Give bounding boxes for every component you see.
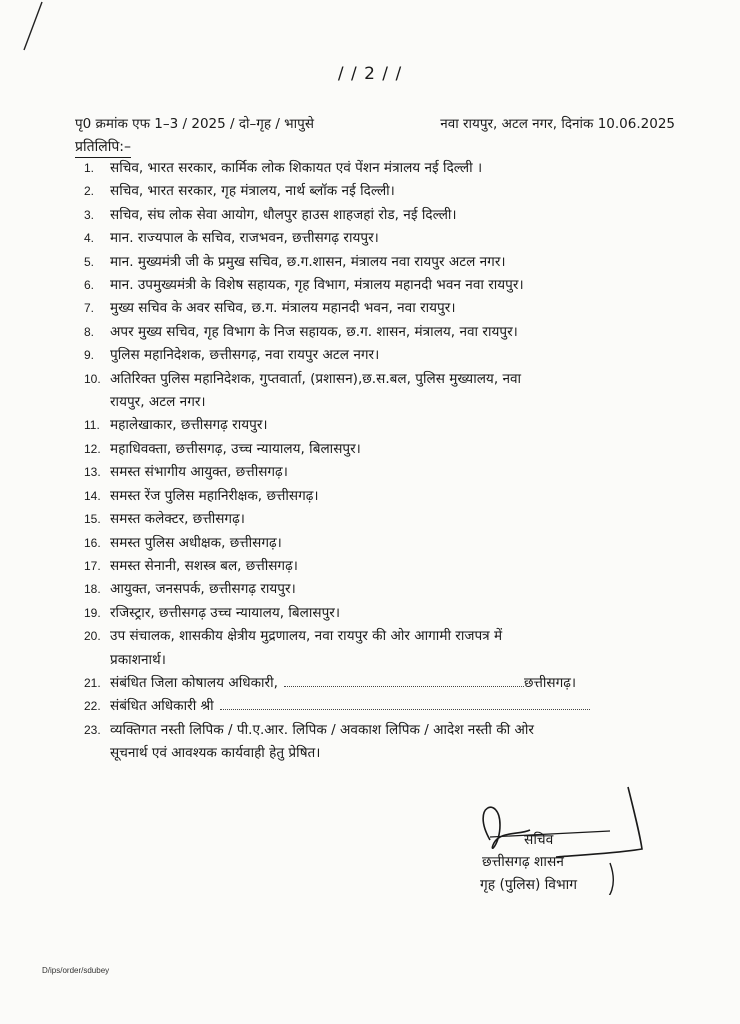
list-item	[84, 344, 674, 367]
list-item-number: 3.	[84, 207, 95, 222]
list-item-number: 22.	[84, 699, 101, 714]
list-item	[84, 461, 674, 484]
signatory-government: छत्तीसगढ़ शासन	[482, 854, 564, 870]
corner-pen-mark	[10, 0, 50, 60]
list-item	[84, 251, 674, 274]
list-item-number: 8.	[84, 324, 95, 339]
list-item-text: अपर मुख्य सचिव, गृह विभाग के निज सहायक, छ.ग. शासन, मंत्रालय, नवा रायपुर।	[110, 323, 518, 340]
list-item-text: मान. राज्यपाल के सचिव, राजभवन, छत्तीसगढ़ रायपुर।	[110, 230, 379, 247]
fill-in-blank	[284, 676, 524, 687]
list-item-number: 18.	[84, 582, 101, 597]
list-item-text: अतिरिक्त पुलिस महानिदेशक, गुप्तवार्ता, (प्रशासन),छ.स.बल, पुलिस मुख्यालय, नवा	[110, 370, 522, 387]
list-item-number: 19.	[84, 605, 101, 620]
list-item-number: 21.	[84, 675, 101, 690]
list-item-text: रजिस्ट्रार, छत्तीसगढ़ उच्च न्यायालय, बिलासपुर।	[110, 604, 341, 621]
page-number: / / 2 / /	[337, 64, 403, 84]
list-item-text: मान. मुख्यमंत्री जी के प्रमुख सचिव, छ.ग.शासन, मंत्रालय नवा रायपुर अटल नगर।	[110, 253, 506, 270]
list-item-number: 5.	[84, 254, 95, 269]
list-item	[84, 555, 674, 578]
list-item-number: 6.	[84, 278, 95, 293]
reference-number: पृ0 क्रमांक एफ 1–3 / 2025 / दो–गृह / भापुसे	[75, 116, 314, 132]
list-item-number: 13.	[84, 465, 101, 480]
file-path-footer: D/ips/order/sdubey	[42, 966, 110, 975]
list-item-text: उप संचालक, शासकीय क्षेत्रीय मुद्रणालय, नवा रायपुर की ओर आगामी राजपत्र में	[110, 628, 503, 645]
list-item-text: संबंधित अधिकारी श्री	[110, 698, 214, 715]
list-item	[84, 274, 674, 297]
list-item-text: मान. उपमुख्यमंत्री के विशेष सहायक, गृह विभाग, मंत्रालय महानदी भवन नवा रायपुर।	[110, 277, 524, 294]
list-item-text: सचिव, संघ लोक सेवा आयोग, धौलपुर हाउस शाहजहां रोड, नई दिल्ली।	[110, 206, 457, 223]
list-item-text: समस्त रेंज पुलिस महानिरीक्षक, छत्तीसगढ़।	[110, 487, 319, 504]
list-item	[84, 180, 674, 203]
list-item-number: 7.	[84, 301, 95, 316]
signatory-department: गृह (पुलिस) विभाग	[480, 877, 578, 893]
copy-to-heading: प्रतिलिपि:–	[75, 137, 131, 158]
list-item	[84, 297, 674, 320]
list-item-text: मुख्य सचिव के अवर सचिव, छ.ग. मंत्रालय महानदी भवन, नवा रायपुर।	[110, 300, 456, 317]
list-item-number: 23.	[84, 722, 101, 737]
list-item	[84, 695, 674, 718]
list-item	[84, 602, 674, 625]
list-item-text: समस्त सेनानी, सशस्त्र बल, छत्तीसगढ़।	[110, 557, 298, 574]
list-item-text: सचिव, भारत सरकार, कार्मिक लोक शिकायत एवं पेंशन मंत्रालय नई दिल्ली ।	[110, 160, 483, 176]
list-item-text: महाधिवक्ता, छत्तीसगढ़, उच्च न्यायालय, बिलासपुर।	[110, 440, 361, 457]
list-item-number: 15.	[84, 512, 101, 527]
fill-in-blank	[220, 699, 590, 710]
list-item-text: महालेखाकार, छत्तीसगढ़ रायपुर।	[110, 417, 268, 434]
list-item-number: 2.	[84, 184, 95, 199]
list-item	[84, 578, 674, 601]
list-item-text: संबंधित जिला कोषालय अधिकारी,	[110, 674, 278, 691]
list-item	[84, 672, 674, 695]
list-item-number: 1.	[84, 161, 95, 175]
list-item-number: 9.	[84, 348, 95, 363]
list-item-text: प्रकाशनार्थ।	[110, 651, 166, 668]
list-item-text: समस्त पुलिस अधीक्षक, छत्तीसगढ़।	[110, 534, 282, 551]
list-item	[84, 719, 674, 766]
signatory-designation: सचिव	[524, 832, 554, 848]
reference-line	[75, 114, 675, 132]
list-item	[84, 438, 674, 461]
list-item-number: 20.	[84, 629, 101, 644]
list-item	[84, 157, 674, 180]
list-item	[84, 321, 674, 344]
recipient-list	[84, 157, 674, 766]
list-item-text: सूचनार्थ एवं आवश्यक कार्यवाही हेतु प्रेषित।	[110, 745, 321, 762]
list-item-number: 16.	[84, 535, 101, 550]
list-item-number: 14.	[84, 488, 101, 503]
list-item-number: 4.	[84, 231, 95, 246]
list-item-text: समस्त कलेक्टर, छत्तीसगढ़।	[110, 511, 245, 528]
list-item-text: पुलिस महानिदेशक, छत्तीसगढ़, नवा रायपुर अटल नगर।	[110, 347, 380, 364]
list-item-text: व्यक्तिगत नस्ती लिपिक / पी.ए.आर. लिपिक / अवकाश लिपिक / आदेश नस्ती की ओर	[110, 721, 534, 738]
signature-block	[450, 820, 650, 893]
reference-place-date: नवा रायपुर, अटल नगर, दिनांक 10.06.2025	[440, 116, 675, 132]
list-item-number: 11.	[84, 418, 100, 433]
list-item	[84, 485, 674, 508]
list-item-suffix: छत्तीसगढ़।	[523, 674, 577, 691]
list-item-text: रायपुर, अटल नगर।	[110, 394, 206, 411]
list-item-text: समस्त संभागीय आयुक्त, छत्तीसगढ़।	[110, 464, 288, 481]
list-item	[84, 227, 674, 250]
list-item	[84, 414, 674, 437]
list-item-text: आयुक्त, जनसपर्क, छत्तीसगढ़ रायपुर।	[110, 581, 296, 598]
list-item-number: 12.	[84, 441, 101, 456]
list-item	[84, 204, 674, 227]
list-item-number: 10.	[84, 371, 101, 386]
list-item	[84, 368, 674, 415]
list-item	[84, 532, 674, 555]
list-item-number: 17.	[84, 558, 101, 573]
list-item	[84, 625, 674, 672]
list-item-text: सचिव, भारत सरकार, गृह मंत्रालय, नार्थ ब्लॉक नई दिल्ली।	[110, 183, 395, 200]
list-item	[84, 508, 674, 531]
